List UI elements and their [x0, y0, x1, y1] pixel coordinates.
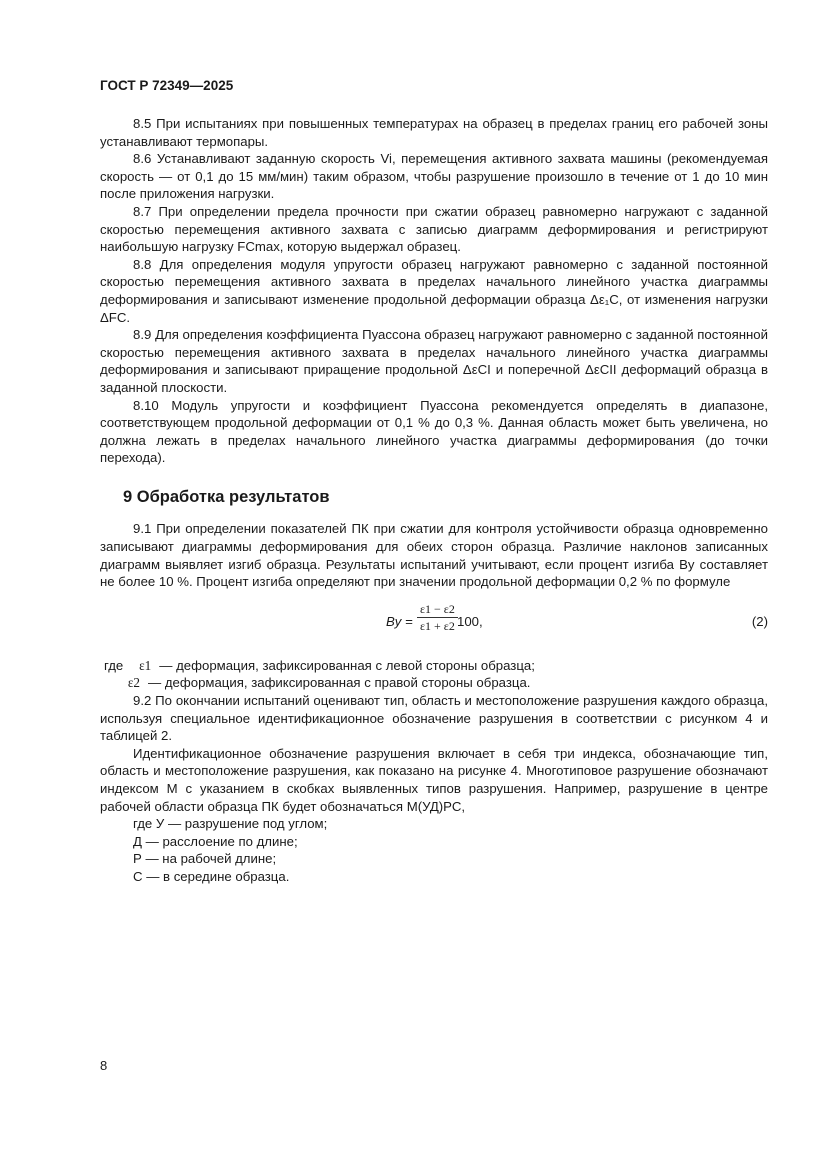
paragraph-8-6: 8.6 Устанавливают заданную скорость Vi, перемещения активного захвата машины (рекомендуемая скорость — от 0,1 до 15 мм/мин) таким образом, чтобы разрушение произошло в течение от 1 до 10 мин после приложения нагрузки. [100, 151, 768, 202]
definition-term: ε2 [127, 675, 140, 691]
paragraph-8-10: 8.10 Модуль упругости и коэффициент Пуассона рекомендуется определять в диапазоне, соответствующем продольной деформации от 0,1 % до 0,3 %. Данная область может быть увеличена, но должна лежать в пределах начального линейного участка диаграммы деформирования (до точки перехода). [100, 397, 768, 466]
paragraph-identification: Идентификационное обозначение разрушения включает в себя три индекса, обозначающие тип, область и местоположение разрушения, как показано на рисунке 4. Многотиповое разрушение обозначают индексом М с указанием в скобках выявленных типов разрушения. Например, разрушение в центре рабочей области образца ПК будет обозначаться М(УД)РС, [100, 745, 768, 814]
paragraph-9-1: 9.1 При определении показателей ПК при сжатии для контроля устойчивости образца одновременно записывают диаграммы деформирования для обеих сторон образца. Различие наклонов записанных диаграмм выявляет изгиб образца. Результаты испытаний учитывают, если процент изгиба By составляет не более 10 %. Процент изгиба определяют при значении продольной деформации 0,2 % по формуле [100, 521, 768, 590]
list-item: С — в середине образца. [133, 868, 290, 884]
page-number: 8 [100, 1058, 108, 1073]
formula-rhs: 100, [457, 613, 483, 629]
formula-denominator: ε1 + ε2 [420, 618, 455, 633]
formula-number: (2) [751, 613, 768, 629]
definition-text: — деформация, зафиксированная с правой стороны образца. [148, 675, 531, 691]
definitions [104, 657, 768, 692]
formula-2 [100, 601, 768, 645]
definition-text: — деформация, зафиксированная с левой стороны образца; [159, 657, 535, 673]
section-title: 9 Обработка результатов [123, 487, 330, 506]
designation-list [133, 815, 768, 885]
definition-row [104, 657, 768, 675]
document-header: ГОСТ Р 72349—2025 [100, 78, 234, 93]
paragraph-8-8: 8.8 Для определения модуля упругости образец нагружают равномерно с заданной постоянной скоростью перемещения активного захвата в пределах начального линейного участка диаграммы деформирования и записывают изменение продольной деформации образца Δε₁C, от изменения нагрузки ΔFC. [100, 256, 768, 325]
list-item: Р — на рабочей длине; [133, 851, 277, 867]
definition-row [104, 674, 768, 692]
formula-fraction [417, 601, 458, 634]
definition-term: ε1 [139, 657, 152, 673]
paragraph-8-7: 8.7 При определении предела прочности при сжатии образец равномерно нагружают с заданной скоростью перемещения активного захвата с записью диаграмм деформирования и регистрируют наибольшую нагрузку FCmax, которую выдержал образец. [100, 203, 768, 255]
paragraph-9-2: 9.2 По окончании испытаний оценивают тип, область и местоположение разрушения каждого образца, используя специальное идентификационное обозначение разрушения в соответствии с рисунком 4 и таблицей 2. [100, 693, 768, 744]
paragraph-8-9: 8.9 Для определения коэффициента Пуассона образец нагружают равномерно с заданной постоянной скоростью перемещения активного захвата в пределах начального линейного участка диаграммы деформирования и записывают приращение продольной ΔεCI и поперечной ΔεCII деформаций образца в заданной плоскости. [100, 327, 768, 395]
list-item: где У — разрушение под углом; [133, 816, 328, 832]
paragraph-8-5: 8.5 При испытаниях при повышенных температурах на образец в пределах границ его рабочей зоны устанавливают термопары. [100, 116, 768, 149]
list-item: Д — расслоение по длине; [133, 833, 298, 849]
definition-prefix: где [104, 657, 124, 673]
formula-numerator: ε1 − ε2 [417, 601, 458, 618]
page-body [100, 115, 768, 886]
formula-lhs: By = [386, 613, 413, 629]
